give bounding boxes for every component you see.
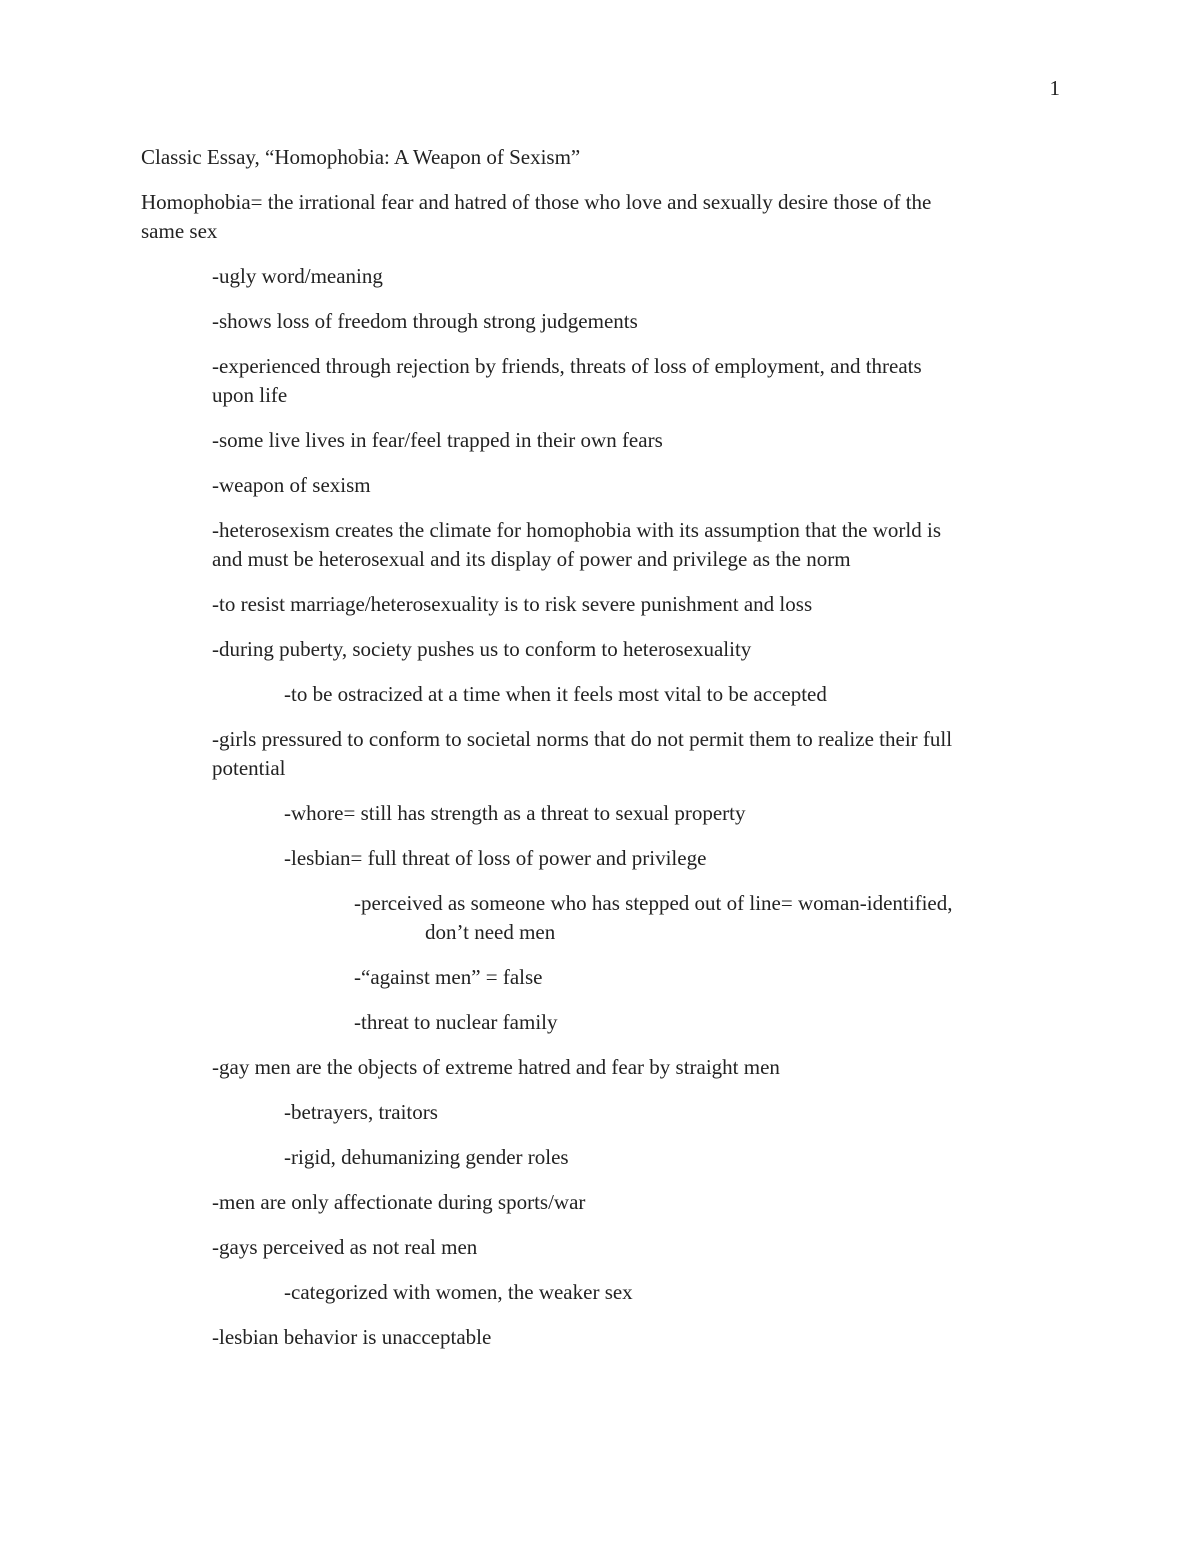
definition-line: Homophobia= the irrational fear and hatred of those who love and sexually desire those of the bbox=[141, 190, 932, 214]
note-item: -men are only affectionate during sports/war bbox=[212, 1190, 586, 1214]
note-subitem: -rigid, dehumanizing gender roles bbox=[284, 1145, 569, 1169]
note-subitem: -to be ostracized at a time when it feels most vital to be accepted bbox=[284, 682, 827, 706]
note-item: -to resist marriage/heterosexuality is to risk severe punishment and loss bbox=[212, 592, 813, 616]
note-continuation: don’t need men bbox=[425, 920, 556, 944]
note-subitem: -whore= still has strength as a threat to sexual property bbox=[284, 801, 746, 825]
note-text: -experienced through rejection by friends, threats of loss of employment, and threats bbox=[212, 354, 922, 378]
note-text: -girls pressured to conform to societal norms that do not permit them to realize their full bbox=[212, 727, 953, 751]
note-item: -gays perceived as not real men bbox=[212, 1235, 478, 1259]
note-item: -shows loss of freedom through strong judgements bbox=[212, 309, 638, 333]
note-subsubitem: -threat to nuclear family bbox=[354, 1010, 558, 1034]
page-number: 1 bbox=[1049, 76, 1060, 100]
note-subsubitem: -“against men” = false bbox=[354, 965, 543, 989]
note-item: -gay men are the objects of extreme hatred and fear by straight men bbox=[212, 1055, 780, 1079]
definition-paragraph bbox=[141, 188, 1046, 246]
note-item: -during puberty, society pushes us to conform to heterosexuality bbox=[212, 637, 752, 661]
definition-line: same sex bbox=[141, 219, 218, 243]
note-item bbox=[141, 352, 1046, 410]
note-text: -perceived as someone who has stepped out of line= woman-identified, bbox=[354, 891, 953, 915]
note-text: -heterosexism creates the climate for homophobia with its assumption that the world is bbox=[212, 518, 942, 542]
note-subsubitem bbox=[141, 889, 1046, 947]
note-subitem: -betrayers, traitors bbox=[284, 1100, 438, 1124]
document-title: Classic Essay, “Homophobia: A Weapon of Sexism” bbox=[141, 145, 581, 169]
note-continuation: potential bbox=[212, 756, 286, 780]
note-item bbox=[141, 725, 1046, 783]
note-item: -lesbian behavior is unacceptable bbox=[212, 1325, 492, 1349]
note-subitem: -categorized with women, the weaker sex bbox=[284, 1280, 633, 1304]
note-continuation: and must be heterosexual and its display of power and privilege as the norm bbox=[212, 547, 851, 571]
note-item: -weapon of sexism bbox=[212, 473, 371, 497]
note-subitem: -lesbian= full threat of loss of power and privilege bbox=[284, 846, 707, 870]
document-body bbox=[141, 143, 1046, 1368]
note-item bbox=[141, 516, 1046, 574]
note-continuation: upon life bbox=[212, 383, 288, 407]
note-item: -ugly word/meaning bbox=[212, 264, 383, 288]
note-item: -some live lives in fear/feel trapped in their own fears bbox=[212, 428, 663, 452]
